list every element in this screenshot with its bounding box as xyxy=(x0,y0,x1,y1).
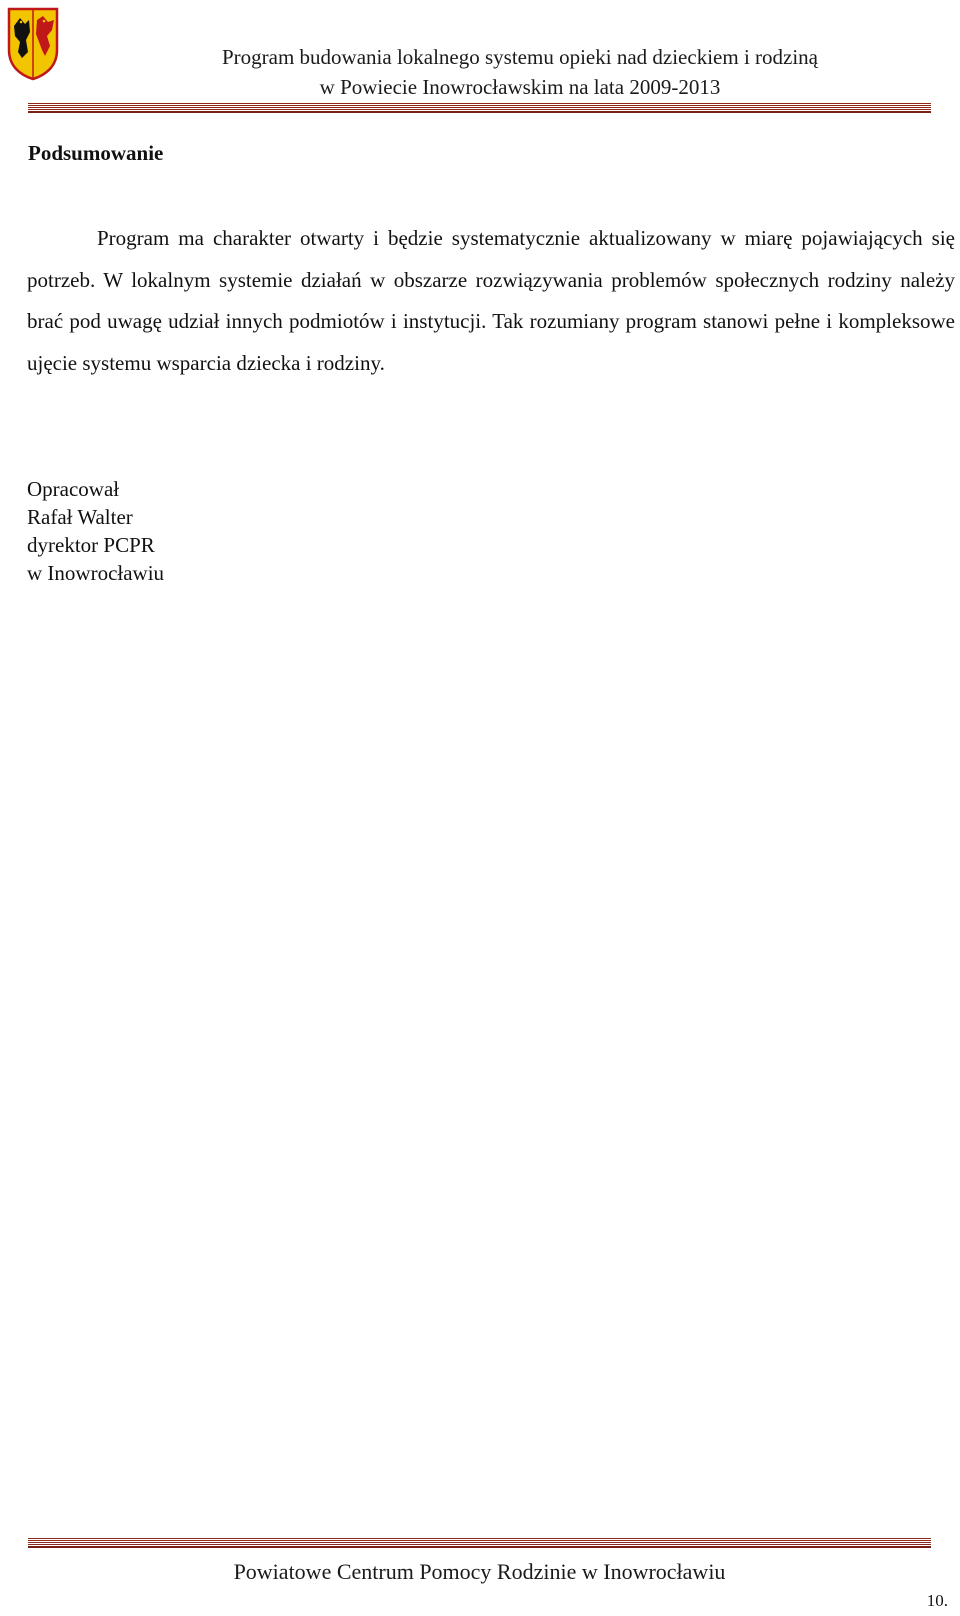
page-number: 10. xyxy=(926,1591,948,1610)
signature-author-name: Rafał Walter xyxy=(27,505,133,529)
footer-divider xyxy=(28,1538,931,1548)
signature-prepared-by: Opracował xyxy=(27,477,120,501)
header-divider xyxy=(28,103,931,113)
summary-paragraph: Program ma charakter otwarty i będzie systematycznie aktualizowany w miarę pojawiających się potrzeb. W lokalnym systemie działań w obszarze rozwiązywania problemów społecznych rodziny należy brać pod uwagę udział innych podmiotów i instytucji. Tak rozumiany program stanowi pełne i kompleksowe ujęcie systemu wsparcia dziecka i rodziny. xyxy=(27,226,955,375)
signature-author-role: dyrektor PCPR xyxy=(27,533,155,557)
coat-of-arms-icon xyxy=(6,6,60,82)
header-title-line2: w Powiecie Inowrocławskim na lata 2009-2013 xyxy=(319,75,721,99)
section-heading: Podsumowanie xyxy=(28,141,164,165)
footer-title: Powiatowe Centrum Pomocy Rodzinie w Inowrocławiu xyxy=(233,1559,726,1584)
signature-author-location: w Inowrocławiu xyxy=(27,561,165,585)
header-title-line1: Program budowania lokalnego systemu opieki nad dzieckiem i rodziną xyxy=(221,45,818,69)
signature-block xyxy=(27,475,164,587)
